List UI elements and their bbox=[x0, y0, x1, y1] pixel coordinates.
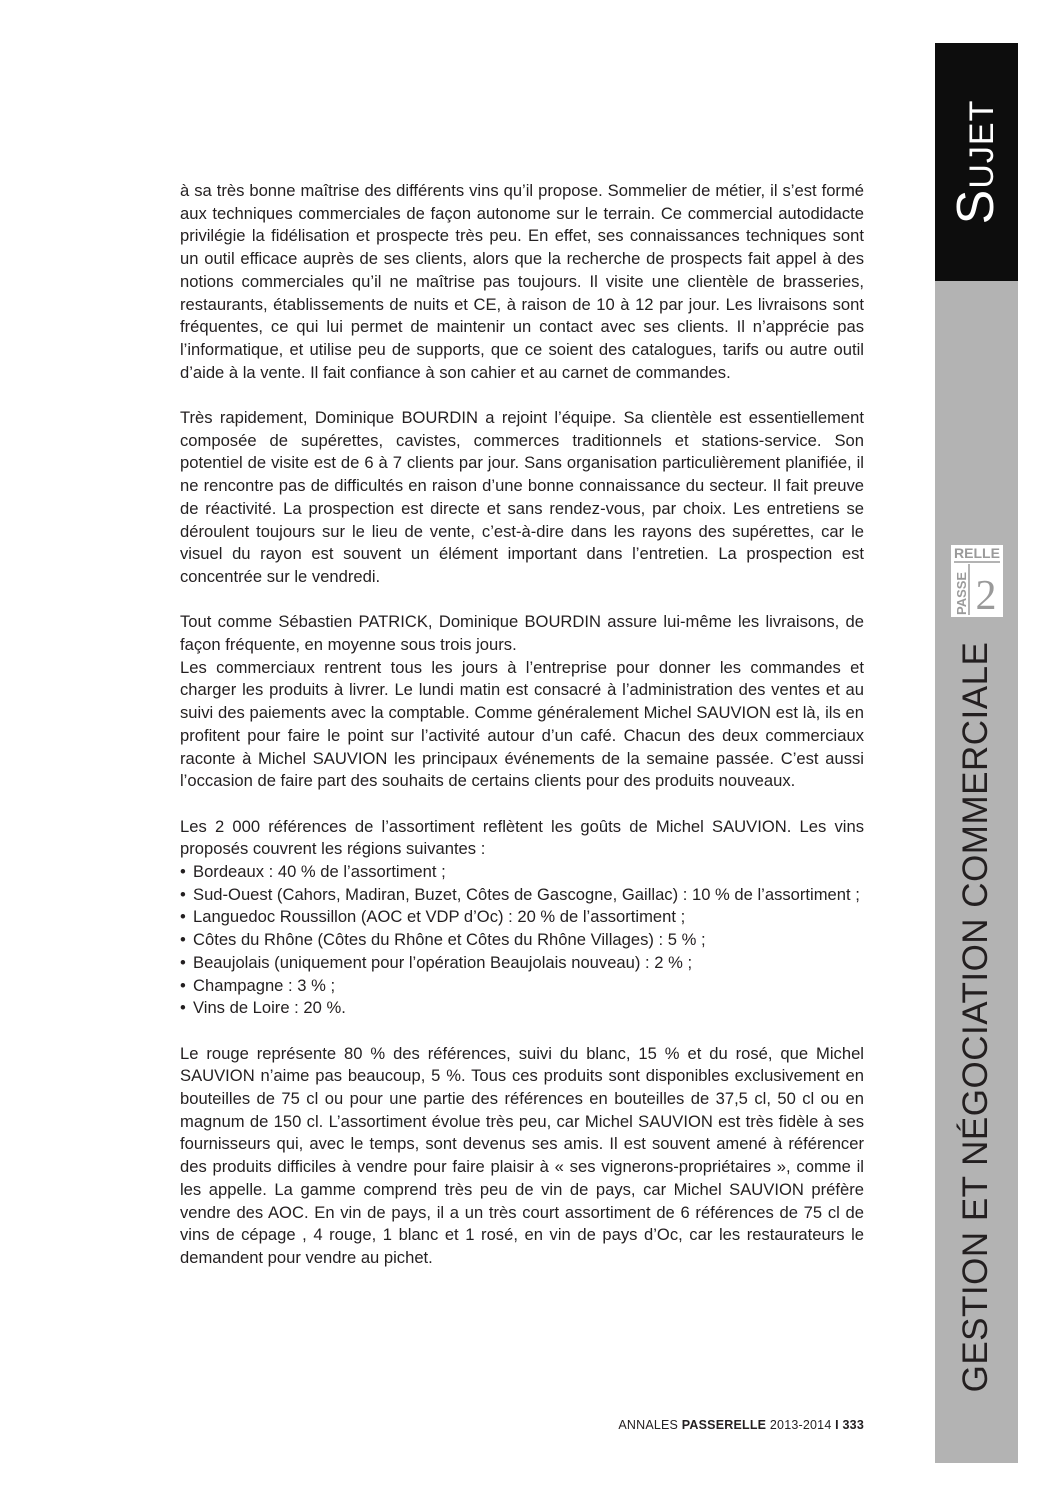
logo-number: 2 bbox=[975, 573, 997, 617]
footer-annales: ANNALES bbox=[618, 1418, 679, 1432]
list-item: • Côtes du Rhône (Côtes du Rhône et Côtes du Rhône Villages) : 5 % ; bbox=[180, 929, 864, 952]
list-item: • Bordeaux : 40 % de l’assortiment ; bbox=[180, 861, 864, 884]
logo-top-text: RELLE bbox=[954, 545, 1000, 561]
paragraph-4: Les 2 000 références de l’assortiment reflètent les goûts de Michel SAUVION. Les vins proposés couvrent les régions suivantes : bbox=[180, 816, 864, 859]
footer-passerelle: PASSERELLE bbox=[681, 1418, 767, 1432]
list-item: • Vins de Loire : 20 %. bbox=[180, 997, 864, 1020]
paragraph-2: Très rapidement, Dominique BOURDIN a rejoint l’équipe. Sa clientèle est essentiellement composée de supérettes, cavistes, commerces traditionnels et stations-service. Son potentiel de visite est de 6 à 7 clients par jour. Sans organisation particulièrement planifiée, il ne rencontre pas de difficultés en raison d’une bonne connaissance du secteur. Il fait preuve de réactivité. La prospection est directe et sans rendez-vous, par choix. Les entretiens se déroulent toujours sur le lieu de vente, c’est-à-dire dans les rayons des supérettes, car le visuel du rayon est souvent un élément important dans l’entretien. La prospection est concentrée sur le vendredi. bbox=[180, 408, 864, 586]
passerelle-2-logo bbox=[951, 545, 1003, 617]
logo-side-text: PASSE bbox=[954, 571, 969, 615]
footer-year: 2013-2014 bbox=[769, 1418, 832, 1432]
section-title: GESTION ET NÉGOCIATION COMMERCIALE bbox=[956, 641, 995, 1393]
sujet-initial: S bbox=[947, 188, 1005, 225]
paragraph-5: Le rouge représente 80 % des références, suivi du blanc, 15 % et du rosé, que Michel SAUVION n’aime pas beaucoup, 5 %. Tous ces produits sont disponibles exclusivement en bouteilles de 75 cl ou pour une partie des références en bouteilles de 37,5 cl, 50 cl ou en magnum de 150 cl. L’assortiment évolue très peu, car Michel SAUVION est très fidèle à ses fournisseurs qui, avec le temps, sont devenus ses amis. Il est souvent amené à référencer des produits difficiles à vendre pour faire plaisir à « ses vignerons-propriétaires », comme il les appelle. La gamme comprend très peu de vin de pays, car Michel SAUVION préfère vendre des AOC. En vin de pays, il a un très court assortiment de 6 références de 75 cl de vins de cépage , 4 rouge, 1 blanc et 1 rosé, en vin de pays d’Oc, car les restaurateurs le demandent pour vendre au pichet. bbox=[180, 1043, 864, 1267]
list-item: • Sud-Ouest (Cahors, Madiran, Buzet, Côtes de Gascogne, Gaillac) : 10 % de l’assortiment ; bbox=[180, 884, 864, 907]
sujet-rest: UJET bbox=[963, 99, 1001, 189]
list-item: • Beaujolais (uniquement pour l’opération Beaujolais nouveau) : 2 % ; bbox=[180, 952, 864, 975]
regions-list bbox=[180, 861, 864, 1020]
list-item: • Champagne : 3 % ; bbox=[180, 975, 864, 998]
sujet-label bbox=[946, 100, 1006, 225]
footer-separator: I bbox=[835, 1418, 839, 1432]
list-item: • Languedoc Roussillon (AOC et VDP d’Oc) : 20 % de l’assortiment ; bbox=[180, 906, 864, 929]
paragraph-3a: Tout comme Sébastien PATRICK, Dominique BOURDIN assure lui-même les livraisons, de façon fréquente, en moyenne sous trois jours. bbox=[180, 612, 864, 655]
paragraph-3b: Les commerciaux rentrent tous les jours à l’entreprise pour donner les commandes et charger les produits à livrer. Le lundi matin est consacré à l’administration des ventes et au suivi des paiements avec la comptable. Comme généralement Michel SAUVION est là, ils en profitent pour faire le point sur l’activité autour d’un café. Chacun des deux commerciaux raconte à Michel SAUVION les principaux événements de la semaine passée. C’est aussi l’occasion de faire part des souhaits de certains clients pour des produits nouveaux. bbox=[180, 657, 864, 791]
page-footer bbox=[618, 1418, 864, 1432]
paragraph-1: à sa très bonne maîtrise des différents vins qu’il propose. Sommelier de métier, il s’est formé aux techniques commerciales de façon autonome sur le terrain. Ce commercial autodidacte privilégie la fidélisation et prospecte très peu. En effet, ses connaissances techniques sont un outil efficace auprès de ses clients, alors que la recherche de prospects fait appel à des notions commerciales qu’il ne maîtrise pas toujours. Il visite une clientèle de brasseries, restaurants, établissements de nuits et CE, à raison de 10 à 12 par jour. Les livraisons sont fréquentes, ce qui lui permet de maintenir un contact avec ses clients. Il n’apprécie pas l’informatique, et utilise peu de supports, que ce soient des catalogues, tarifs ou autre outil d’aide à la vente. Il fait confiance à son cahier et au carnet de commandes. bbox=[180, 181, 864, 382]
body-text bbox=[180, 180, 864, 1292]
page-number: 333 bbox=[842, 1418, 864, 1432]
